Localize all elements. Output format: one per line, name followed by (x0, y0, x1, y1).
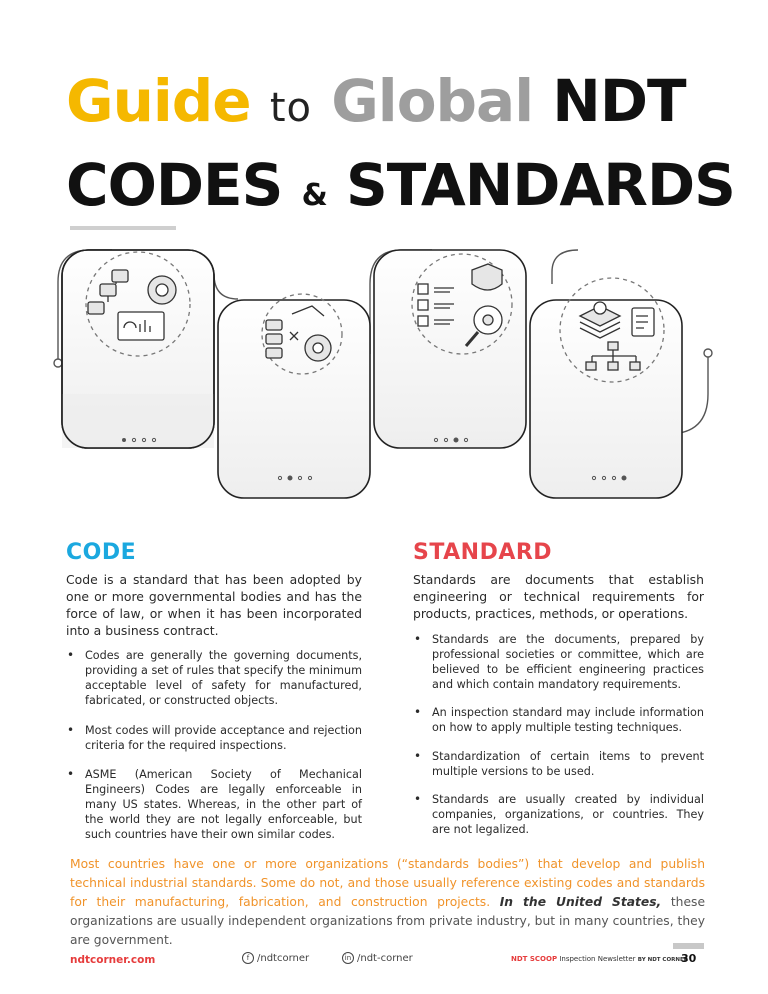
summary-paragraph (70, 855, 705, 950)
newsletter-brand: NDT SCOOP (511, 955, 558, 963)
connector-end-dot (704, 349, 712, 357)
footer-linkedin-link[interactable] (342, 952, 413, 964)
title-word-global: Global (331, 67, 534, 135)
standard-bullet-1: • Standards are the documents, prepared by professional societies or committee, which are believed to be efficient engineering practices and which contain mandatory requirements. (413, 632, 704, 692)
facebook-handle: /ndtcorner (257, 952, 310, 964)
diagram-card-4 (530, 278, 682, 498)
footer-facebook-link[interactable] (242, 952, 309, 964)
connector-start-dot (54, 359, 62, 367)
summary-emphasis: In the United States, (499, 895, 662, 909)
title-divider (70, 226, 176, 230)
footer-website-link[interactable]: ndtcorner.com (70, 954, 156, 966)
process-diagram (52, 244, 720, 514)
title-word-ndt: NDT (552, 67, 686, 135)
standard-bullet-list-2 (413, 705, 704, 735)
standard-bullet-2: • An inspection standard may include information on how to apply multiple testing techniques. (413, 705, 704, 735)
code-heading: CODE (66, 540, 137, 565)
page-title-line-2 (66, 150, 735, 231)
page-number: 30 (681, 952, 697, 965)
newsletter-by: BY NDT CORNER (637, 957, 688, 963)
diagram-card-1 (62, 250, 214, 448)
facebook-icon: f (242, 952, 254, 964)
title-word-guide: Guide (66, 67, 251, 135)
standard-heading: STANDARD (413, 540, 553, 565)
standard-bullet-3: • Standardization of certain items to prevent multiple versions to be used. (413, 749, 704, 779)
code-bullet-list-3 (66, 767, 362, 842)
newsletter-text: Inspection Newsletter (559, 955, 636, 963)
diagram-card-2 (218, 294, 370, 498)
summary-orange-text: have one or more organizations (“standards bodies”) that develop and publish technical industrial standards. Some do not, and those usually reference existing codes and standards for their manufacturing, fabrication, and construction projects. (70, 857, 705, 909)
page-title-line-1 (66, 66, 686, 143)
code-intro-text: Code is a standard that has been adopted by one or more governmental bodies and has the force of law, or when it has been incorporated into a business contract. (66, 572, 362, 638)
summary-tail: these organizations are usually independent organizations from private industry, but in many countries, they are government. (70, 895, 706, 947)
title-word-standards: STANDARDS (346, 151, 735, 219)
code-bullet-3: • ASME (American Society of Mechanical Engineers) Codes are legally enforceable in many US states. Whereas, in the other part of the world they are not legally enforceable, but such countries have their own similar codes. (66, 767, 362, 842)
summary-lead: Most countries (70, 857, 166, 871)
diagram-card-3 (374, 250, 526, 448)
title-word-to: to (269, 85, 312, 131)
code-bullet-list-2 (66, 723, 362, 753)
linkedin-handle: /ndt-corner (357, 952, 413, 964)
standard-intro-text: Standards are documents that establish engineering or technical requirements for products, practices, methods, or operations. (413, 572, 704, 621)
footer-newsletter-credit (511, 955, 688, 963)
standard-bullet-4: • Standards are usually created by individual companies, organizations, or countries. They are not legalized. (413, 792, 704, 837)
title-word-codes: CODES (66, 151, 283, 219)
code-bullet-list (66, 648, 362, 708)
linkedin-icon: in (342, 952, 354, 964)
title-ampersand: & (301, 178, 327, 213)
code-bullet-2: • Most codes will provide acceptance and rejection criteria for the required inspections. (66, 723, 362, 753)
standard-bullet-list-3 (413, 749, 704, 779)
standard-bullet-list-4 (413, 792, 704, 837)
standard-bullet-list (413, 632, 704, 692)
code-bullet-1: • Codes are generally the governing documents, providing a set of rules that specify the minimum acceptable level of safety for manufactured, fabricated, or constructed objects. (66, 648, 362, 708)
page-number-bar (673, 943, 704, 949)
